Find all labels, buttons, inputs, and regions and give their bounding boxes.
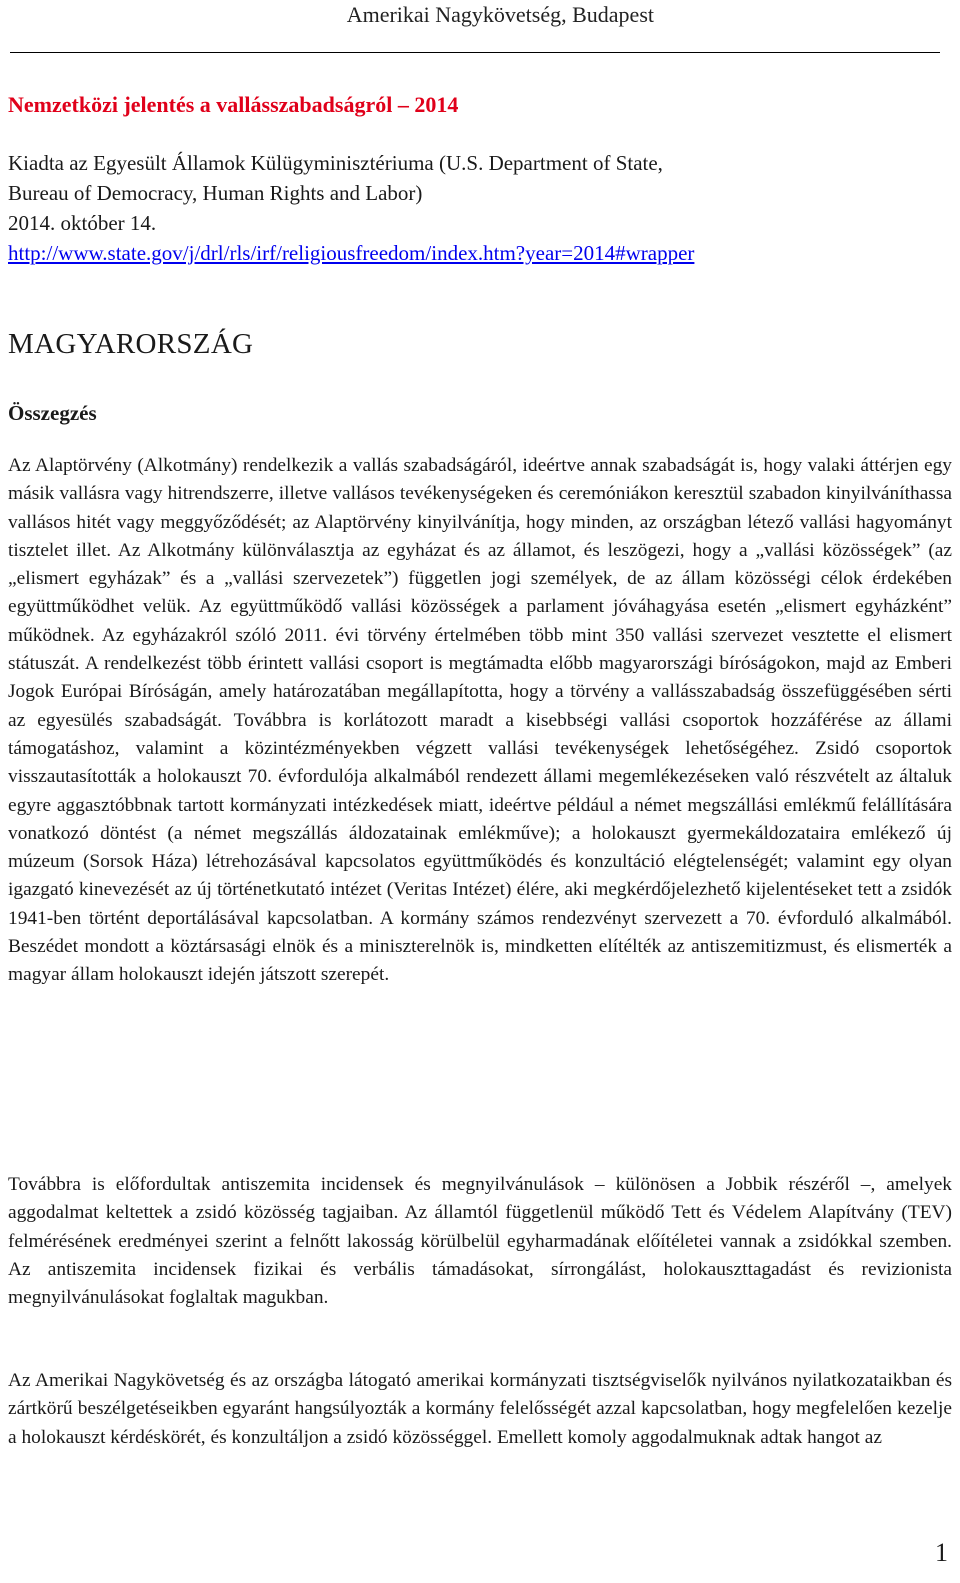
summary-heading: Összegzés <box>8 401 97 425</box>
body-paragraph: Az Amerikai Nagykövetség és az országba látogató amerikai kormányzati tisztségviselők nyilvános nyilatkozataikban és zártkörű beszélgetéseikben egyaránt hangsúlyozták a kormány felelősségét azzal kapcsolatban, hogy megfelelően kezelje a holokauszt kérdéskörét, és konzultáljon a zsidó közösséggel. Emellett komoly aggodalmuknak adtak hangot az <box>8 1370 952 1448</box>
header-divider <box>10 52 940 53</box>
issuer-line-1: Kiadta az Egyesült Államok Külügyminisztériuma (U.S. Department of State, <box>8 151 663 175</box>
header-title: Amerikai Nagykövetség, Budapest <box>346 2 654 27</box>
page-number: 1 <box>935 1538 948 1567</box>
report-meta <box>8 148 948 268</box>
country-heading: MAGYARORSZÁG <box>8 328 254 360</box>
body-paragraph: Az Alaptörvény (Alkotmány) rendelkezik a vallás szabadságáról, ideértve annak szabadságát is, hogy valaki áttérjen egy másik vallásra vagy hitrendszerre, illetve vallásos tevékenységeken és ceremóniákon keresztül szabadon kinyilváníthassa vallásos hitét vagy meggyőződését; az Alaptörvény kinyilvánítja, hogy minden, az országban létező vallási hagyományt tisztelet illet. Az Alkotmány különválasztja az egyházat és az államot, és leszögezi, hogy a „vallási közösségek” (az „elismert egyházak” és a „vallási szervezetek”) független jogi személyek, de az állam közösségi célok érdekében együttműködhet velük. Az együttműködő vallási közösségek a parlament jóváhagyása esetén „elismert egyházként” működnek. Az egyházakról szóló 2011. évi törvény értelmében több mint 350 vallási szervezet vesztette el elismert státuszát. A rendelkezést több érintett vallási csoport is megtámadta előbb magyarországi bíróságokon, majd az Emberi Jogok Európai Bíróságán, amely határozatában megállapította, hogy a törvény a vallásszabadság összefüggésében sérti az egyesülés szabadságát. Továbbra is korlátozott maradt a kisebbségi vallási csoportok hozzáférése az állami támogatáshoz, valamint a közintézményekben végzett vallási tevékenységek lehetőségéhez. Zsidó csoportok visszautasították a holokauszt 70. évfordulója alkalmából rendezett állami megemlékezéseken való részvételt az általuk egyre aggasztóbbnak tartott kormányzati intézkedések miatt, ideértve például a német megszállási emlékmű felállítására vonatkozó döntést (a német megszállás áldozatainak emlékműve); a holokauszt gyermekáldozataira emlékező új múzeum (Sorsok Háza) létrehozásával kapcsolatos együttműködés és konzultáció elégtelenségét; valamint egy olyan igazgató kinevezését az új történetkutató intézet (Veritas Intézet) élére, aki megkérdőjelezhető kijelentéseket tett a zsidók 1941-ben történt deportálásával kapcsolatban. A kormány számos rendezvényt szervezett a 70. évforduló alkalmából. Beszédet mondott a köztársasági elnök és a miniszterelnök is, mindketten elítélték az antiszemitizmust, és elismerték a magyar állam holokauszt idején játszott szerepét. <box>8 455 952 986</box>
body-paragraph: Továbbra is előfordultak antiszemita incidensek és megnyilvánulások – különösen a Jobbik részéről –, amelyek aggodalmat keltettek a zsidó közösség tagjaiban. Az államtól függetlenül működő Tett és Védelem Alapítvány (TEV) felmérésének eredményei szerint a felnőtt lakosság körülbelül egyharmadának előítéletei vannak a zsidókkal szemben. Az antiszemita incidensek fizikai és verbális támadásokat, sírrongálást, holokauszttagadást és revizionista megnyilvánulásokat foglaltak magukban. <box>8 1174 952 1309</box>
report-date: 2014. október 14. <box>8 211 157 235</box>
issuer-line-2: Bureau of Democracy, Human Rights and Labor) <box>8 181 423 205</box>
page-header <box>0 0 960 40</box>
report-title: Nemzetközi jelentés a vallásszabadságról – 2014 <box>8 92 459 117</box>
source-link[interactable]: http://www.state.gov/j/drl/rls/irf/religiousfreedom/index.htm?year=2014#wrapper <box>8 241 695 265</box>
